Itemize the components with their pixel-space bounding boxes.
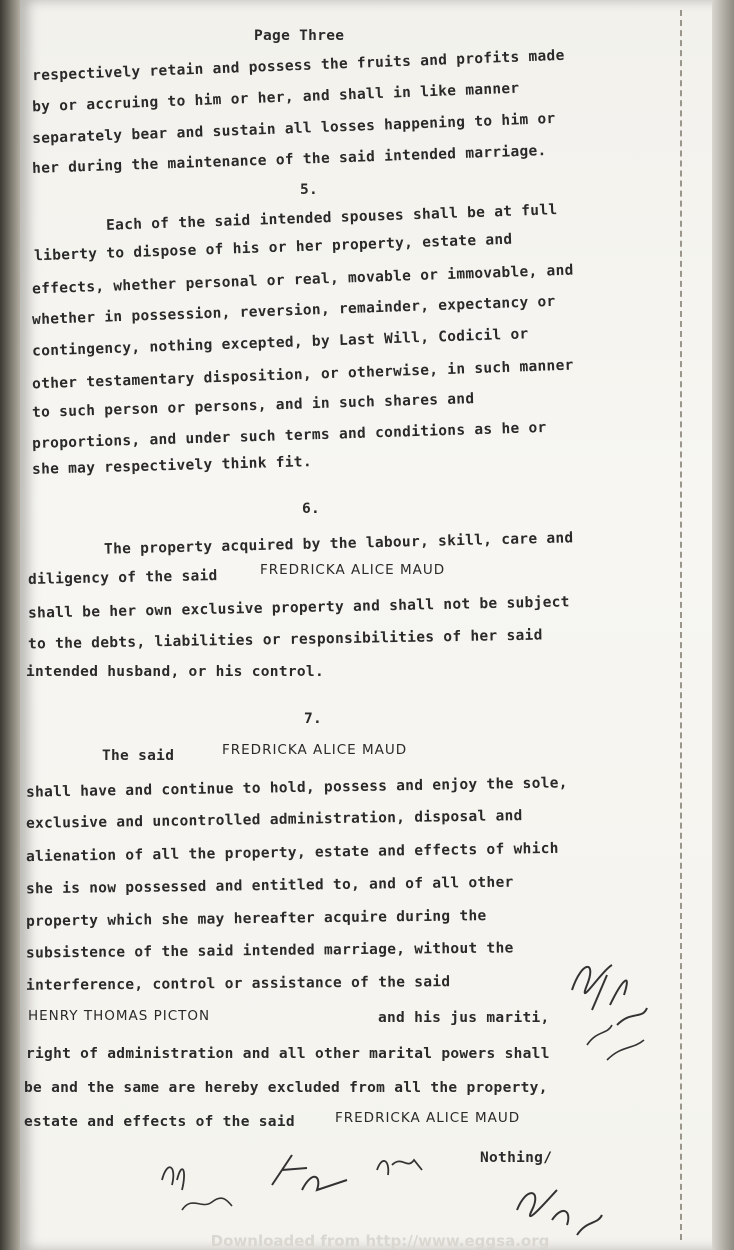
text-line: Each of the said intended spouses shall be at full xyxy=(105,202,558,234)
party-name-wife: FREDRICKA ALICE MAUD xyxy=(222,742,408,758)
text-line: right of administration and all other marital powers shall xyxy=(26,1046,550,1062)
text-line: exclusive and uncontrolled administration, disposal and xyxy=(25,808,523,832)
text-line: subsistence of the said intended marriage, without the xyxy=(25,940,514,962)
text-line: effects, whether personal or real, movable or immovable, and xyxy=(31,262,574,298)
text-line: by or accruing to him or her, and shall in like manner xyxy=(31,80,520,116)
text-line: whether in possession, reversion, remainder, expectancy or xyxy=(31,293,556,329)
text-line: liberty to dispose of his or her property, estate and xyxy=(33,231,513,265)
section-number: 6. xyxy=(302,501,321,517)
text-line: estate and effects of the said xyxy=(24,1114,295,1130)
party-name-wife: FREDRICKA ALICE MAUD xyxy=(335,1110,521,1126)
party-name-wife: FREDRICKA ALICE MAUD xyxy=(260,562,446,578)
watermark: Downloaded from http://www.eggsa.org xyxy=(210,1232,550,1250)
text-line: alienation of all the property, estate and effects of which xyxy=(25,840,559,866)
text-line: respectively retain and possess the fruits and profits made xyxy=(31,47,565,85)
handwritten-initials xyxy=(152,1140,472,1230)
text-line: The said xyxy=(102,748,175,764)
text-line: other testamentary disposition, or otherwise, in such manner xyxy=(31,357,574,393)
text-line: diligency of the said xyxy=(27,568,218,588)
text-line: to the debts, liabilities or responsibilities of her said xyxy=(27,627,543,653)
section-number: 7. xyxy=(304,711,323,727)
text-line: property which she may hereafter acquire during the xyxy=(25,908,487,930)
text-line: shall have and continue to hold, possess and enjoy the sole, xyxy=(25,775,568,801)
text-line: her during the maintenance of the said intended marriage. xyxy=(31,143,547,177)
text-line: The property acquired by the labour, skill, care and xyxy=(103,530,574,558)
text-line: contingency, nothing excepted, by Last Will, Codicil or xyxy=(31,326,529,360)
text-line: she is now possessed and entitled to, and of all other xyxy=(25,874,514,898)
section-number: 5. xyxy=(300,182,319,198)
party-name-husband: HENRY THOMAS PICTON xyxy=(28,1008,211,1024)
text-line: intended husband, or his control. xyxy=(26,664,324,680)
document-text xyxy=(24,0,652,1250)
text-line: be and the same are hereby excluded from all the property, xyxy=(24,1080,548,1096)
text-line: separately bear and sustain all losses happening to him or xyxy=(31,110,556,148)
text-line: to such person or persons, and in such shares and xyxy=(31,391,475,421)
text-line: interference, control or assistance of the said xyxy=(25,974,451,994)
text-line: Nothing/ xyxy=(480,1150,553,1166)
text-line: and his jus mariti, xyxy=(378,1010,550,1026)
text-line: shall be her own exclusive property and shall not be subject xyxy=(27,594,570,622)
handwritten-initials xyxy=(562,950,652,1070)
page-title: Page Three xyxy=(254,28,345,44)
text-line: she may respectively think fit. xyxy=(31,454,313,478)
page-shadow xyxy=(712,0,734,1250)
page-edge xyxy=(680,10,696,1240)
text-line: proportions, and under such terms and conditions as he or xyxy=(31,419,547,453)
